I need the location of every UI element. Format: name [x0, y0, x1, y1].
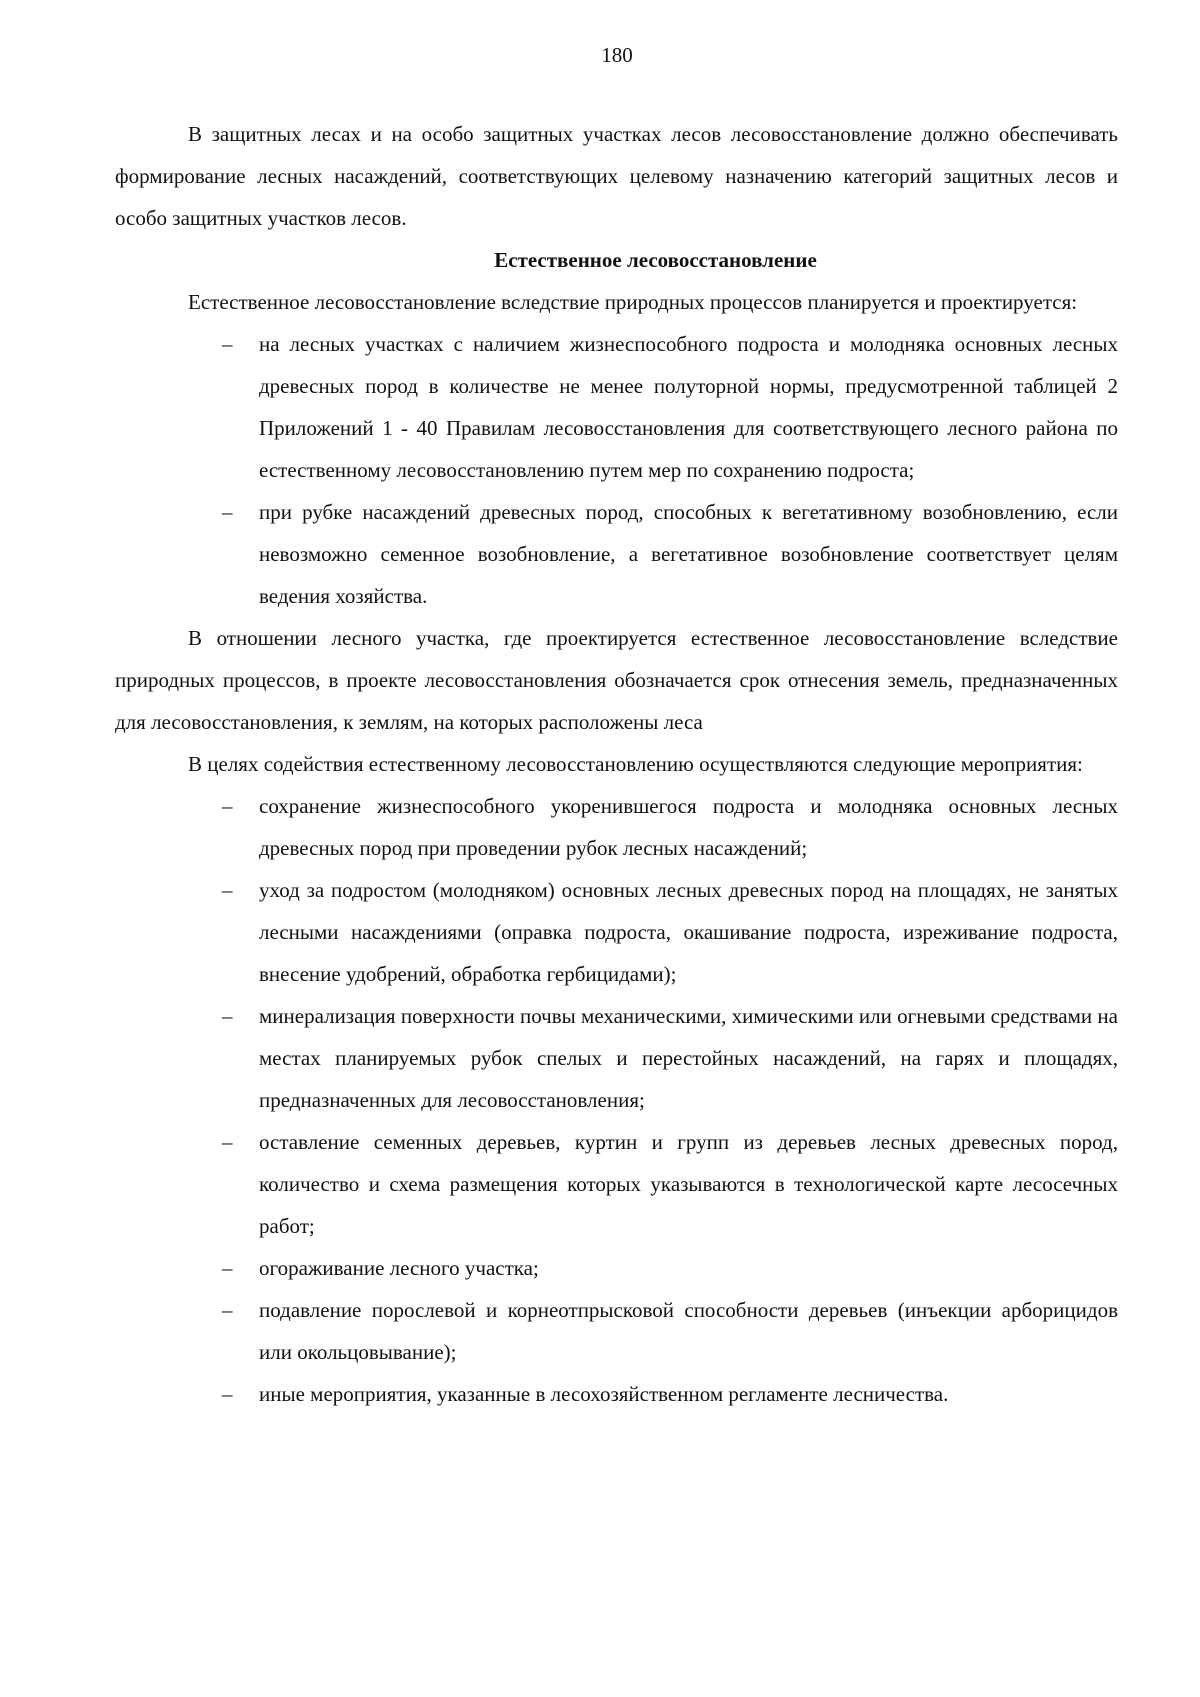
- dash-bullet: –: [222, 878, 233, 902]
- list-item-text: сохранение жизнеспособного укоренившегося подроста и молодняка основных лесных древесных пород при проведении рубок лесных насаждений;: [259, 794, 1118, 860]
- list-item: [222, 1289, 1118, 1373]
- list-item-text: иные мероприятия, указанные в лесохозяйственном регламенте лесничества.: [259, 1382, 949, 1406]
- assistance-measures-list: [115, 785, 1118, 1415]
- dash-bullet: –: [222, 1256, 233, 1280]
- list-item-text: подавление порослевой и корнеотпрысковой способности деревьев (инъекции арборицидов или окольцовывание);: [259, 1298, 1118, 1364]
- list-item: [222, 1121, 1118, 1247]
- paragraph-protective-forests: В защитных лесах и на особо защитных участках лесов лесовосстановление должно обеспечивать формирование лесных насаждений, соответствующих целевому назначению категорий защитных лесов и особо защитных участков лесов.: [115, 122, 1118, 230]
- dash-bullet: –: [222, 500, 233, 524]
- paragraph-assistance-measures: В целях содействия естественному лесовосстановлению осуществляются следующие мероприятия:: [188, 752, 1083, 776]
- list-item: [222, 869, 1118, 995]
- list-item-text: при рубке насаждений древесных пород, способных к вегетативному возобновлению, если невозможно семенное возобновление, а вегетативное возобновление соответствует целям ведения хозяйства.: [259, 500, 1118, 608]
- list-item-text: огораживание лесного участка;: [259, 1256, 539, 1280]
- list-item-text: уход за подростом (молодняком) основных лесных древесных пород на площадях, не занятых лесными насаждениями (оправка подроста, окашивание подроста, изреживание подроста, внесение удобрений, обработка гербицидами);: [259, 878, 1118, 986]
- list-item-text: оставление семенных деревьев, куртин и групп из деревьев лесных древесных пород, количество и схема размещения которых указываются в технологической карте лесосечных работ;: [259, 1130, 1118, 1238]
- list-item-text: минерализация поверхности почвы механическими, химическими или огневыми средствами на местах планируемых рубок спелых и перестойных насаждений, на гарях и площадях, предназначенных для лесовосстановления;: [259, 1004, 1118, 1112]
- list-item: [222, 995, 1118, 1121]
- list-item: [222, 491, 1118, 617]
- list-item: [222, 323, 1118, 491]
- list-item: [222, 785, 1118, 869]
- document-body: [115, 113, 1118, 1415]
- dash-bullet: –: [222, 1130, 233, 1154]
- dash-bullet: –: [222, 794, 233, 818]
- list-item-text: на лесных участках с наличием жизнеспособного подроста и молодняка основных лесных древесных пород в количестве не менее полуторной нормы, предусмотренной таблицей 2 Приложений 1 - 40 Правилам лесовосстановления для соответствующего лесного района по естественному лесовосстановлению путем мер по сохранению подроста;: [259, 332, 1118, 482]
- dash-bullet: –: [222, 1382, 233, 1406]
- list-item: [222, 1373, 1118, 1415]
- dash-bullet: –: [222, 1004, 233, 1028]
- natural-reforestation-list: [115, 323, 1118, 617]
- dash-bullet: –: [222, 332, 233, 356]
- paragraph-forest-plot: В отношении лесного участка, где проектируется естественное лесовосстановление вследствие природных процессов, в проекте лесовосстановления обозначается срок отнесения земель, предназначенных для лесовосстановления, к землям, на которых расположены леса: [115, 626, 1118, 734]
- paragraph-natural-reforestation: Естественное лесовосстановление вследствие природных процессов планируется и проектируется:: [188, 290, 1078, 314]
- dash-bullet: –: [222, 1298, 233, 1322]
- list-item: [222, 1247, 1118, 1289]
- section-heading: Естественное лесовосстановление: [494, 248, 817, 272]
- page-number: 180: [601, 43, 633, 67]
